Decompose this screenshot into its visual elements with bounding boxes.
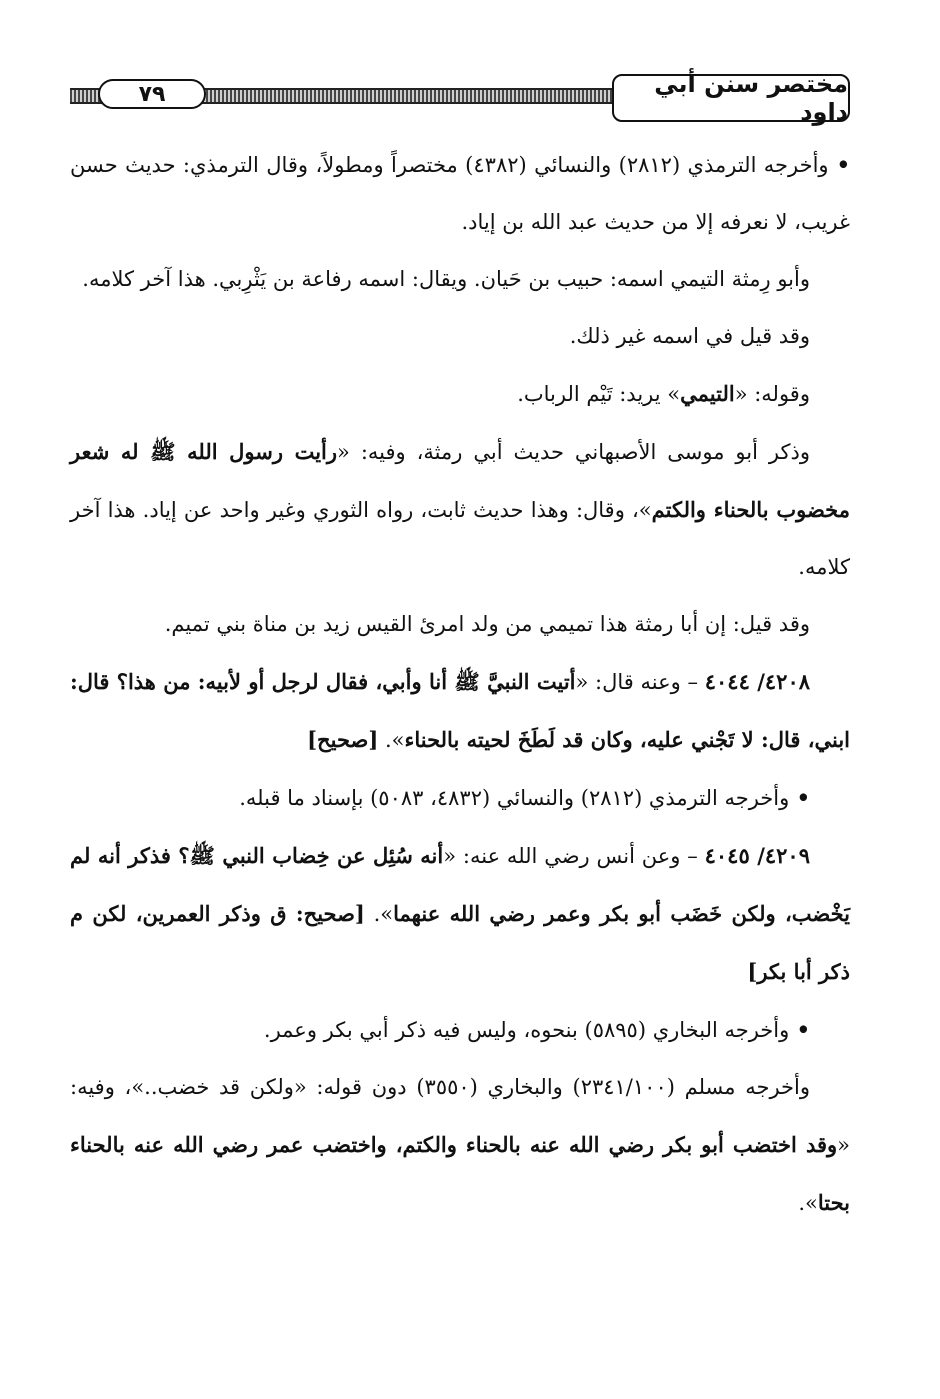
- page: [70, 70, 850, 1232]
- paragraph: [70, 653, 850, 769]
- bold-text: وقد اختضب أبو بكر رضي الله عنه بالحناء والكتم، واختضب عمر رضي الله عنه بالحناء بحتا: [70, 1132, 850, 1215]
- bold-text: رأيت رسول الله ﷺ له شعر مخضوب بالحناء والكتم: [70, 439, 850, 522]
- text-run: ».: [364, 902, 394, 926]
- paragraph: [70, 1059, 850, 1232]
- bold-text: ٤٢٠٩/ ٤٠٤٥: [704, 843, 810, 868]
- text-run: وأخرجه مسلم (٢٣٤١/١٠٠) والبخاري (٣٥٥٠) دون قوله: «ولكن قد خضب..»، وفيه: «: [70, 1075, 850, 1157]
- bold-text: أنه سُئِل عن خِضاب النبي ﷺ؟ فذكر أنه لم يَخْضب، ولكن خَضَب أبو بكر وعمر رضي الله عنهما: [70, 843, 850, 926]
- paragraph: [70, 1001, 850, 1059]
- text-run: وقد قيل في اسمه غير ذلك.: [569, 324, 810, 348]
- running-header: [70, 70, 850, 130]
- text-run: » يريد: تَيْم الرباب.: [517, 382, 681, 406]
- bold-text: ٤٢٠٨/ ٤٠٤٤: [704, 669, 811, 694]
- bold-text: [صحيح]: [307, 727, 379, 752]
- text-run: ».: [798, 1191, 818, 1215]
- paragraph: [70, 251, 850, 308]
- text-run: وأخرجه الترمذي (٢٨١٢) والنسائي (٤٨٣٢، ٥٠٨٣) بإسناد ما قبله.: [239, 786, 790, 810]
- bold-text: أتيت النبيَّ ﷺ أنا وأبي، فقال لرجل أو لأبيه: من هذا؟ قال: ابني، قال: لا تَجْني عليه، وكان قد لَطَخَ لحيته بالحناء: [70, 669, 850, 752]
- bold-text: •: [828, 152, 850, 177]
- text-run: وذكر أبو موسى الأصبهاني حديث أبي رمثة، وفيه: «: [337, 440, 810, 464]
- page-number: ٧٩: [98, 79, 206, 109]
- text-run: »، وقال: وهذا حديث ثابت، رواه الثوري وغير واحد عن إياد. هذا آخر كلامه.: [70, 498, 850, 579]
- bold-text: [صحيح: ق وذكر العمرين، لكن م ذكر أبا بكر]: [70, 901, 850, 984]
- text-run: ».: [378, 728, 405, 752]
- paragraph: [70, 308, 850, 365]
- text-run: وقوله: «: [734, 382, 810, 406]
- bold-text: •: [789, 1017, 810, 1042]
- page-body: [70, 136, 850, 1232]
- paragraph: [70, 596, 850, 653]
- paragraph: [70, 365, 850, 423]
- text-run: – وعن أنس رضي الله عنه: «: [443, 844, 705, 868]
- paragraph: [70, 769, 850, 827]
- book-title-box: [612, 70, 850, 126]
- paragraph: [70, 423, 850, 596]
- book-title: مختصر سنن أبي داود: [654, 70, 848, 126]
- bold-text: التيمي: [680, 381, 735, 406]
- paragraph: [70, 827, 850, 1001]
- paragraph: [70, 136, 850, 251]
- text-run: – وعنه قال: «: [575, 670, 705, 694]
- text-run: وأخرجه البخاري (٥٨٩٥) بنحوه، وليس فيه ذكر أبي بكر وعمر.: [263, 1018, 790, 1042]
- text-run: وأخرجه الترمذي (٢٨١٢) والنسائي (٤٣٨٢) مختصراً ومطولاً، وقال الترمذي: حديث حسن غريب، لا نعرفه إلا من حديث عبد الله بن إياد.: [70, 153, 850, 234]
- bold-text: •: [789, 785, 810, 810]
- text-run: وقد قيل: إن أبا رمثة هذا تميمي من ولد امرئ القيس زيد بن مناة بني تميم.: [164, 612, 810, 636]
- text-run: وأبو رِمثة التيمي اسمه: حبيب بن حَيان. ويقال: اسمه رفاعة بن يَثْرِبي. هذا آخر كلامه.: [82, 267, 810, 291]
